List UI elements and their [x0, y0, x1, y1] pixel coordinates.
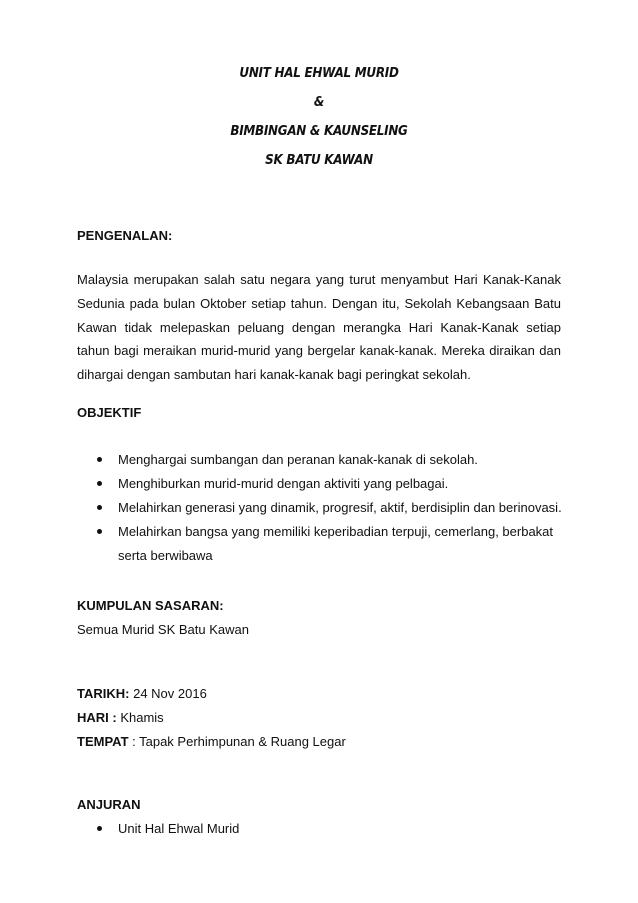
- header-unit-hem: UNIT HAL EHWAL MURID: [239, 66, 399, 81]
- bullet-icon: [97, 826, 102, 831]
- organizer-list: [97, 817, 239, 841]
- place-label: TEMPAT: [77, 734, 129, 749]
- bullet-icon: [97, 457, 102, 462]
- bullet-icon: [97, 505, 102, 510]
- place-line: [77, 734, 346, 749]
- list-item: Unit Hal Ehwal Murid: [97, 817, 239, 841]
- day-line: [77, 710, 164, 725]
- date-label: TARIKH:: [77, 686, 130, 701]
- place-value: : Tapak Perhimpunan & Ruang Legar: [128, 734, 346, 749]
- intro-paragraph: Malaysia merupakan salah satu negara yang turut menyambut Hari Kanak-Kanak Sedunia pada bulan Oktober setiap tahun. Dengan itu, Sekolah Kebangsaan Batu Kawan tidak melepaskan peluang dengan merangka Hari Kanak-Kanak setiap tahun bagi meraikan murid-murid yang bergelar kanak-kanak. Mereka diraikan dan dihargai dengan sambutan hari kanak-kanak bagi peringkat sekolah.: [77, 272, 561, 383]
- list-item-continuation: serta berwibawa: [118, 548, 213, 563]
- date-value: 24 Nov 2016: [129, 686, 207, 701]
- list-item: Menghargai sumbangan dan peranan kanak-kanak di sekolah.: [97, 448, 562, 472]
- day-label: HARI :: [77, 710, 117, 725]
- intro-label: PENGENALAN:: [77, 228, 173, 243]
- header-school: SK BATU KAWAN: [265, 153, 373, 168]
- objective-label: OBJEKTIF: [77, 405, 142, 420]
- header-bimbingan: BIMBINGAN & KAUNSELING: [230, 124, 408, 139]
- list-item: Menghiburkan murid-murid dengan aktiviti yang pelbagai.: [97, 472, 562, 496]
- list-item: Melahirkan bangsa yang memiliki keperibadian terpuji, cemerlang, berbakat serta berwibawa: [97, 520, 562, 568]
- bullet-icon: [97, 481, 102, 486]
- objective-list: [97, 448, 562, 568]
- target-value: Semua Murid SK Batu Kawan: [77, 622, 249, 637]
- list-item: Melahirkan generasi yang dinamik, progresif, aktif, berdisiplin dan berinovasi.: [97, 496, 562, 520]
- bullet-icon: [97, 529, 102, 534]
- header-ampersand: &: [313, 95, 325, 110]
- date-line: [77, 686, 207, 701]
- target-label: KUMPULAN SASARAN:: [77, 598, 224, 613]
- organizer-label: ANJURAN: [77, 797, 141, 812]
- day-value: Khamis: [116, 710, 164, 725]
